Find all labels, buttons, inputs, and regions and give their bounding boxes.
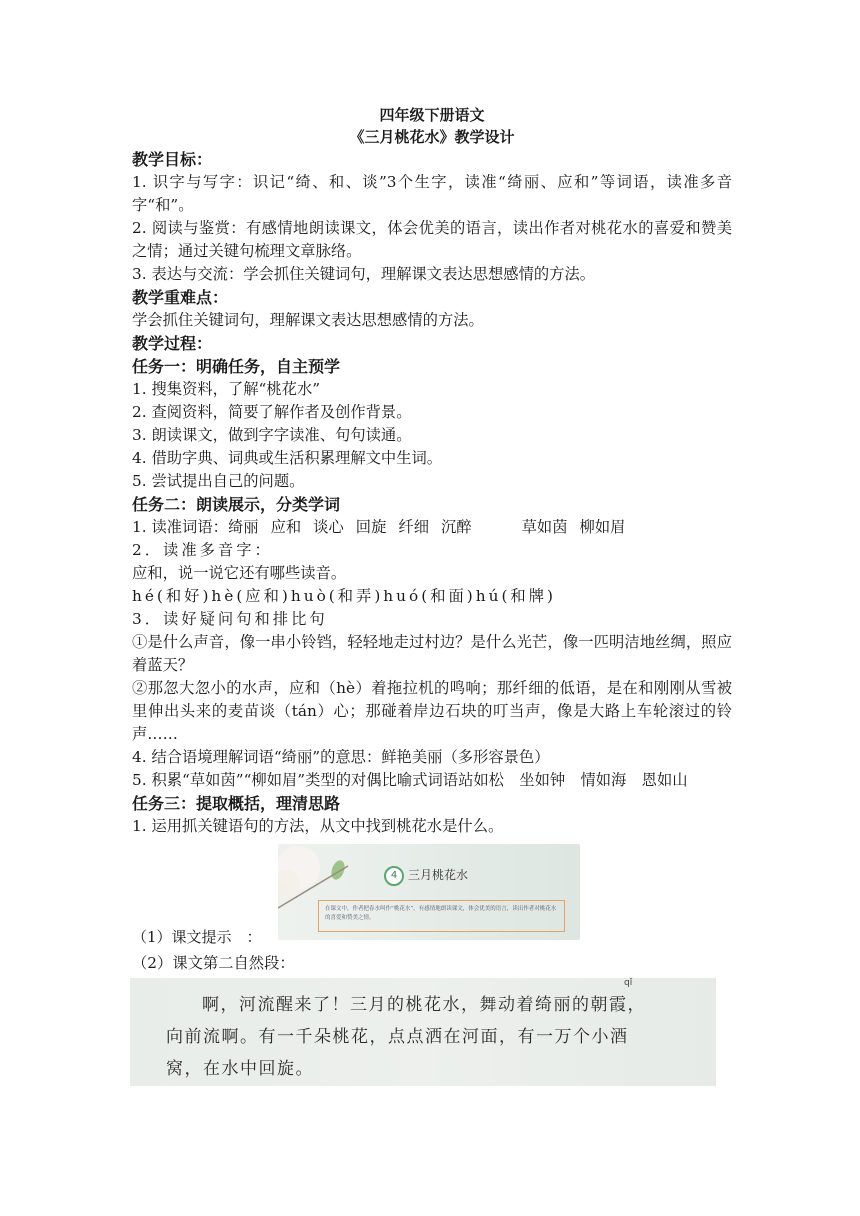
task1-item: 4. 借助字典、词典或生活积累理解文中生词。 [132, 449, 443, 467]
task2-words-line [132, 516, 732, 539]
goal-item: 1. 识字与写字：识记“绮、和、谈”3个生字，读准“绮丽、应和”等词语，读准多音字“和”。 [132, 173, 732, 214]
lesson-number-badge: 4 [384, 866, 404, 886]
goal-item: 3. 表达与交流：学会抓住关键词句，理解课文表达思想感情的方法。 [132, 265, 596, 283]
task2-item5: 5. 积累“草如茵”“柳如眉”类型的对偶比喻式词语站如松 坐如钟 情如海 恩如山 [132, 771, 688, 789]
task2-item2-text: 应和，说一说它还有哪些读音。 [132, 564, 347, 582]
key-text: 学会抓住关键词句，理解课文表达思想感情的方法。 [132, 311, 484, 329]
word: 谈心 [313, 518, 344, 536]
word: 纤细 [398, 518, 429, 536]
task2-item2: 2．读准多音字： [132, 541, 273, 559]
question-sentence-1: ①是什么声音，像一串小铃铛，轻轻地走过村边？是什么光芒，像一匹明洁地丝绸，照应着蓝天？ [132, 633, 732, 674]
paragraph-line: 啊，河流醒来了！三月的桃花水，舞动着绮丽的朝霞， [202, 995, 646, 1015]
task2-heading: 任务二：朗读展示，分类学词 [132, 495, 341, 514]
caption-paragraph: （2）课文第二自然段： [132, 954, 295, 972]
process-heading: 教学过程： [132, 334, 213, 353]
word: 草如茵 [521, 518, 568, 536]
paragraph-line: 向前流啊。有一千朵桃花，点点洒在河面，有一万个小酒 [166, 1027, 629, 1047]
paragraph-line: 窝，在水中回旋。 [166, 1059, 314, 1079]
document-subtitle: 《三月桃花水》教学设计 [349, 128, 515, 146]
task1-heading: 任务一：明确任务，自主预学 [132, 357, 341, 376]
task1-item: 2. 查阅资料，简要了解作者及创作背景。 [132, 403, 412, 421]
caption-row [132, 844, 732, 948]
word: 绮丽 [227, 518, 259, 536]
caption-lesson-hint: （1）课文提示 ： [132, 928, 262, 946]
task1-item: 3. 朗读课文，做到字字读准、句句读通。 [132, 426, 412, 444]
lesson-card-note-box [318, 900, 565, 932]
task1-item: 5. 尝试提出自己的问题。 [132, 472, 305, 490]
goal-item: 2. 阅读与鉴赏：有感情地朗读课文，体会优美的语言，读出作者对桃花水的喜爱和赞美之情；通过关键句梳理文章脉络。 [132, 219, 732, 260]
words-label: 1. 读准词语： [132, 518, 228, 536]
goals-heading: 教学目标： [132, 150, 213, 169]
document-title: 四年级下册语文 [379, 106, 485, 124]
task3-heading: 任务三：提取概括，理清思路 [132, 794, 341, 813]
pinyin-annotation: qǐ [624, 978, 633, 988]
question-sentence-2: ②那忽大忽小的水声，应和（hè）着拖拉机的鸣响；那纤细的低语，是在和刚刚从雪被里伸出头来的麦苗谈（tán）心；那碰着岸边石块的叮当声，像是大路上车轮滚过的铃声…… [132, 679, 732, 743]
task3-item1: 1. 运用抓关键语句的方法，从文中找到桃花水是什么。 [132, 817, 504, 835]
document-page [132, 104, 732, 1086]
task2-item3: 3．读好疑问句和排比句 [132, 610, 328, 628]
paragraph-image [130, 978, 716, 1086]
lesson-card-title: 三月桃花水 [408, 868, 469, 882]
word: 柳如眉 [579, 518, 626, 536]
task2-item4: 4. 结合语境理解词语“绮丽”的意思：鲜艳美丽（多形容景色） [132, 748, 550, 766]
word: 应和 [270, 518, 302, 536]
lesson-card-image [278, 844, 580, 940]
key-heading: 教学重难点： [132, 288, 229, 307]
pinyin-line: hé(和好)hè(应和)huò(和弄)huó(和面)hú(和牌) [132, 587, 556, 605]
task1-item: 1. 搜集资料，了解“桃花水” [132, 380, 321, 398]
word: 回旋 [355, 518, 387, 536]
word: 沉醉 [441, 518, 472, 536]
lesson-card-note: 在课文中，作者把春水叫作“桃花水”。有感情地朗读课文，体会优美的语言，读出作者对桃花水的喜爱和赞美之情。 [325, 906, 557, 921]
